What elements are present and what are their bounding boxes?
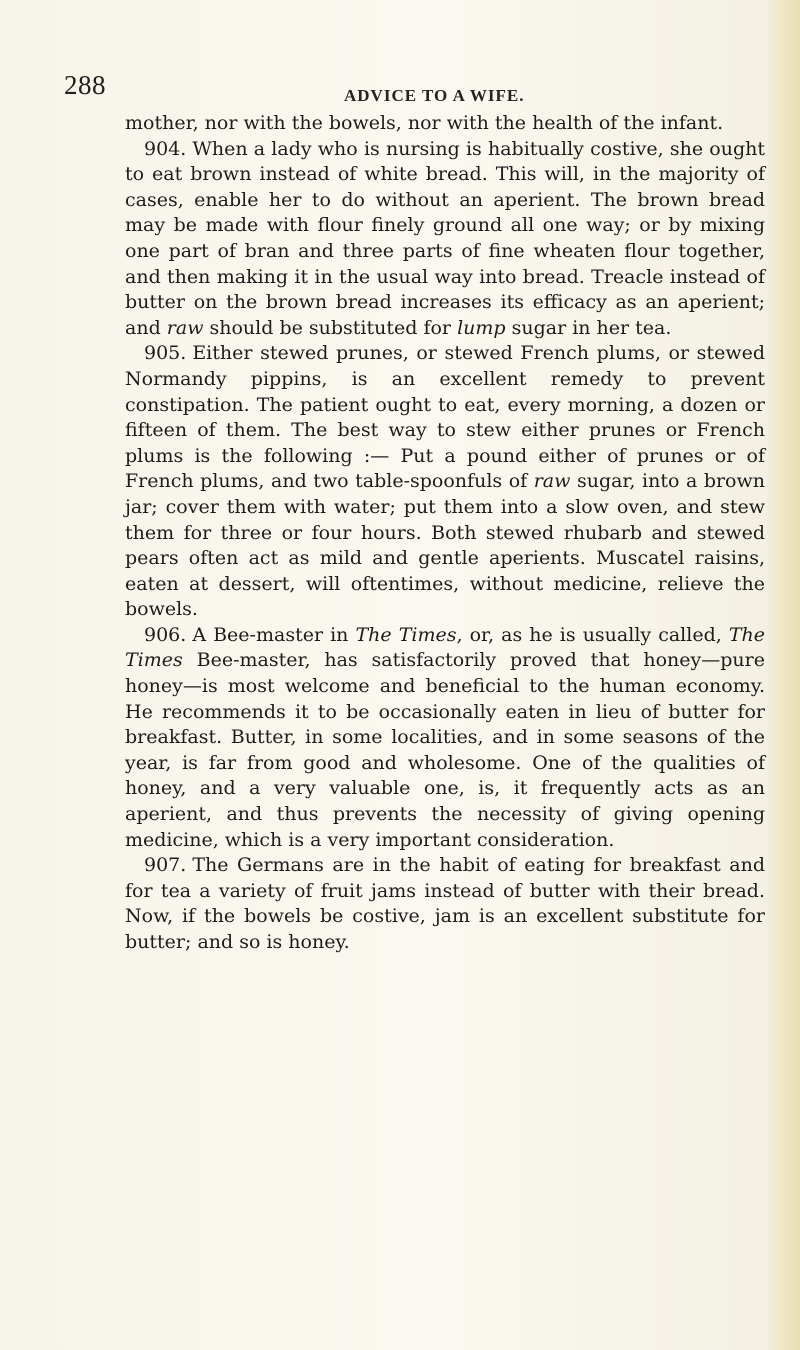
paragraph-text: Bee-master, has satisfactorily proved that honey—pure honey—is most welcome and beneficial to the human economy. He recommends it to be occasionally eaten in lieu of butter for breakfast. Butter, in some localities, and in some seasons of the year, is far from good and wholesome. One of the qualities of honey, and a very valuable one, is, it frequently acts as an aperient, and thus prevents the necessity of giving opening medicine, which is a very important consideration. xyxy=(125,649,765,851)
paragraph-907 xyxy=(125,853,765,955)
paragraph-905 xyxy=(125,341,765,623)
italic-text: The Times xyxy=(355,623,457,646)
italic-text: raw xyxy=(533,470,571,493)
paragraph-number: 905. xyxy=(144,342,187,365)
paragraph-906 xyxy=(125,623,765,853)
paragraph-904 xyxy=(125,137,765,342)
page-edge-shading xyxy=(766,0,800,1350)
paragraph-text: A Bee-master in xyxy=(192,623,356,646)
paragraph-text: sugar, into a brown jar; cover them with water; put them into a slow oven, and stew them for three or four hours. Both stewed rhubarb and stewed pears often act as mild and gentle aperients. Muscatel raisins, eaten at dessert, will oftentimes, without medicine, relieve the bowels. xyxy=(125,470,766,621)
paragraph-text: Either stewed prunes, or stewed French plums, or stewed Normandy pippins, is an excellent remedy to prevent constipation. The patient ought to eat, every morning, a dozen or fifteen of them. The best way to stew either prunes or French plums is the following :— Put a pound either of prunes or of French plums, and two table-spoonfuls of xyxy=(125,342,765,493)
italic-text: lump xyxy=(457,316,506,339)
paragraph-number: 907. xyxy=(144,854,187,877)
paragraph-text: When a lady who is nursing is habitually costive, she ought to eat brown instead of white bread. This will, in the majority of cases, enable her to do without an aperient. The brown bread may be made with flour finely ground all one way; or by mixing one part of bran and three parts of fine wheaten flour together, and then making it in the usual way into bread. Treacle instead of butter on the brown bread increases its efficacy as an aperient; and xyxy=(125,137,765,339)
paragraph-text: , or, as he is usually called, xyxy=(456,623,729,646)
running-head: ADVICE TO A WIFE. xyxy=(344,86,525,105)
paragraph-number: 906. xyxy=(144,623,187,646)
paragraph-continuation xyxy=(125,111,765,137)
italic-text: The Times xyxy=(125,623,765,672)
paragraph-text: The Germans are in the habit of eating for breakfast and for tea a variety of fruit jams instead of butter with their bread. Now, if the bowels be costive, jam is an excellent substitute for butter; and so is honey. xyxy=(125,854,765,953)
paragraph-text: sugar in her tea. xyxy=(505,316,672,339)
italic-text: raw xyxy=(166,316,204,339)
page-number: 288 xyxy=(64,70,106,100)
paragraph-text: mother, nor with the bowels, nor with the health of the infant. xyxy=(125,112,724,134)
body-text xyxy=(125,111,765,956)
paragraph-number: 904. xyxy=(144,137,187,160)
paragraph-text: should be substituted for xyxy=(203,316,458,339)
